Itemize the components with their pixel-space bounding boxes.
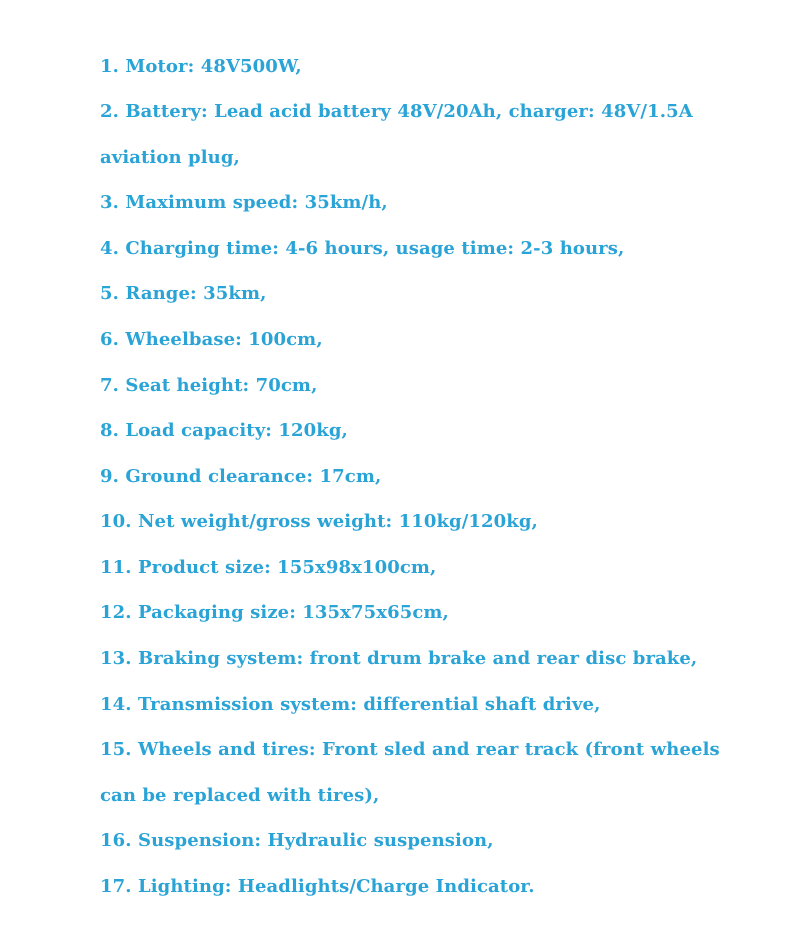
spec-line-product-size: 11. Product size: 155x98x100cm, xyxy=(100,557,437,578)
spec-line-max-speed: 3. Maximum speed: 35km/h, xyxy=(100,192,388,213)
spec-line-suspension: 16. Suspension: Hydraulic suspension, xyxy=(100,830,494,851)
spec-line-motor: 1. Motor: 48V500W, xyxy=(100,56,302,77)
spec-line-seat-height: 7. Seat height: 70cm, xyxy=(100,375,318,396)
spec-line-lighting: 17. Lighting: Headlights/Charge Indicator. xyxy=(100,876,535,897)
spec-line-packaging-size: 12. Packaging size: 135x75x65cm, xyxy=(100,602,449,623)
spec-line-load-capacity: 8. Load capacity: 120kg, xyxy=(100,420,348,441)
spec-line-wheelbase: 6. Wheelbase: 100cm, xyxy=(100,329,323,350)
spec-line-battery: 2. Battery: Lead acid battery 48V/20Ah, charger: 48V/1.5A xyxy=(100,101,693,122)
spec-line-wheels-tires: 15. Wheels and tires: Front sled and rear track (front wheels xyxy=(100,739,720,760)
spec-line-range: 5. Range: 35km, xyxy=(100,283,267,304)
spec-line-battery-continued: aviation plug, xyxy=(100,147,240,168)
spec-line-braking-system: 13. Braking system: front drum brake and rear disc brake, xyxy=(100,648,698,669)
spec-line-charging-time: 4. Charging time: 4-6 hours, usage time: 2-3 hours, xyxy=(100,238,625,259)
spec-line-weight: 10. Net weight/gross weight: 110kg/120kg, xyxy=(100,511,538,532)
spec-line-transmission-system: 14. Transmission system: differential shaft drive, xyxy=(100,694,601,715)
spec-line-wheels-tires-continued: can be replaced with tires), xyxy=(100,785,380,806)
spec-line-ground-clearance: 9. Ground clearance: 17cm, xyxy=(100,466,382,487)
